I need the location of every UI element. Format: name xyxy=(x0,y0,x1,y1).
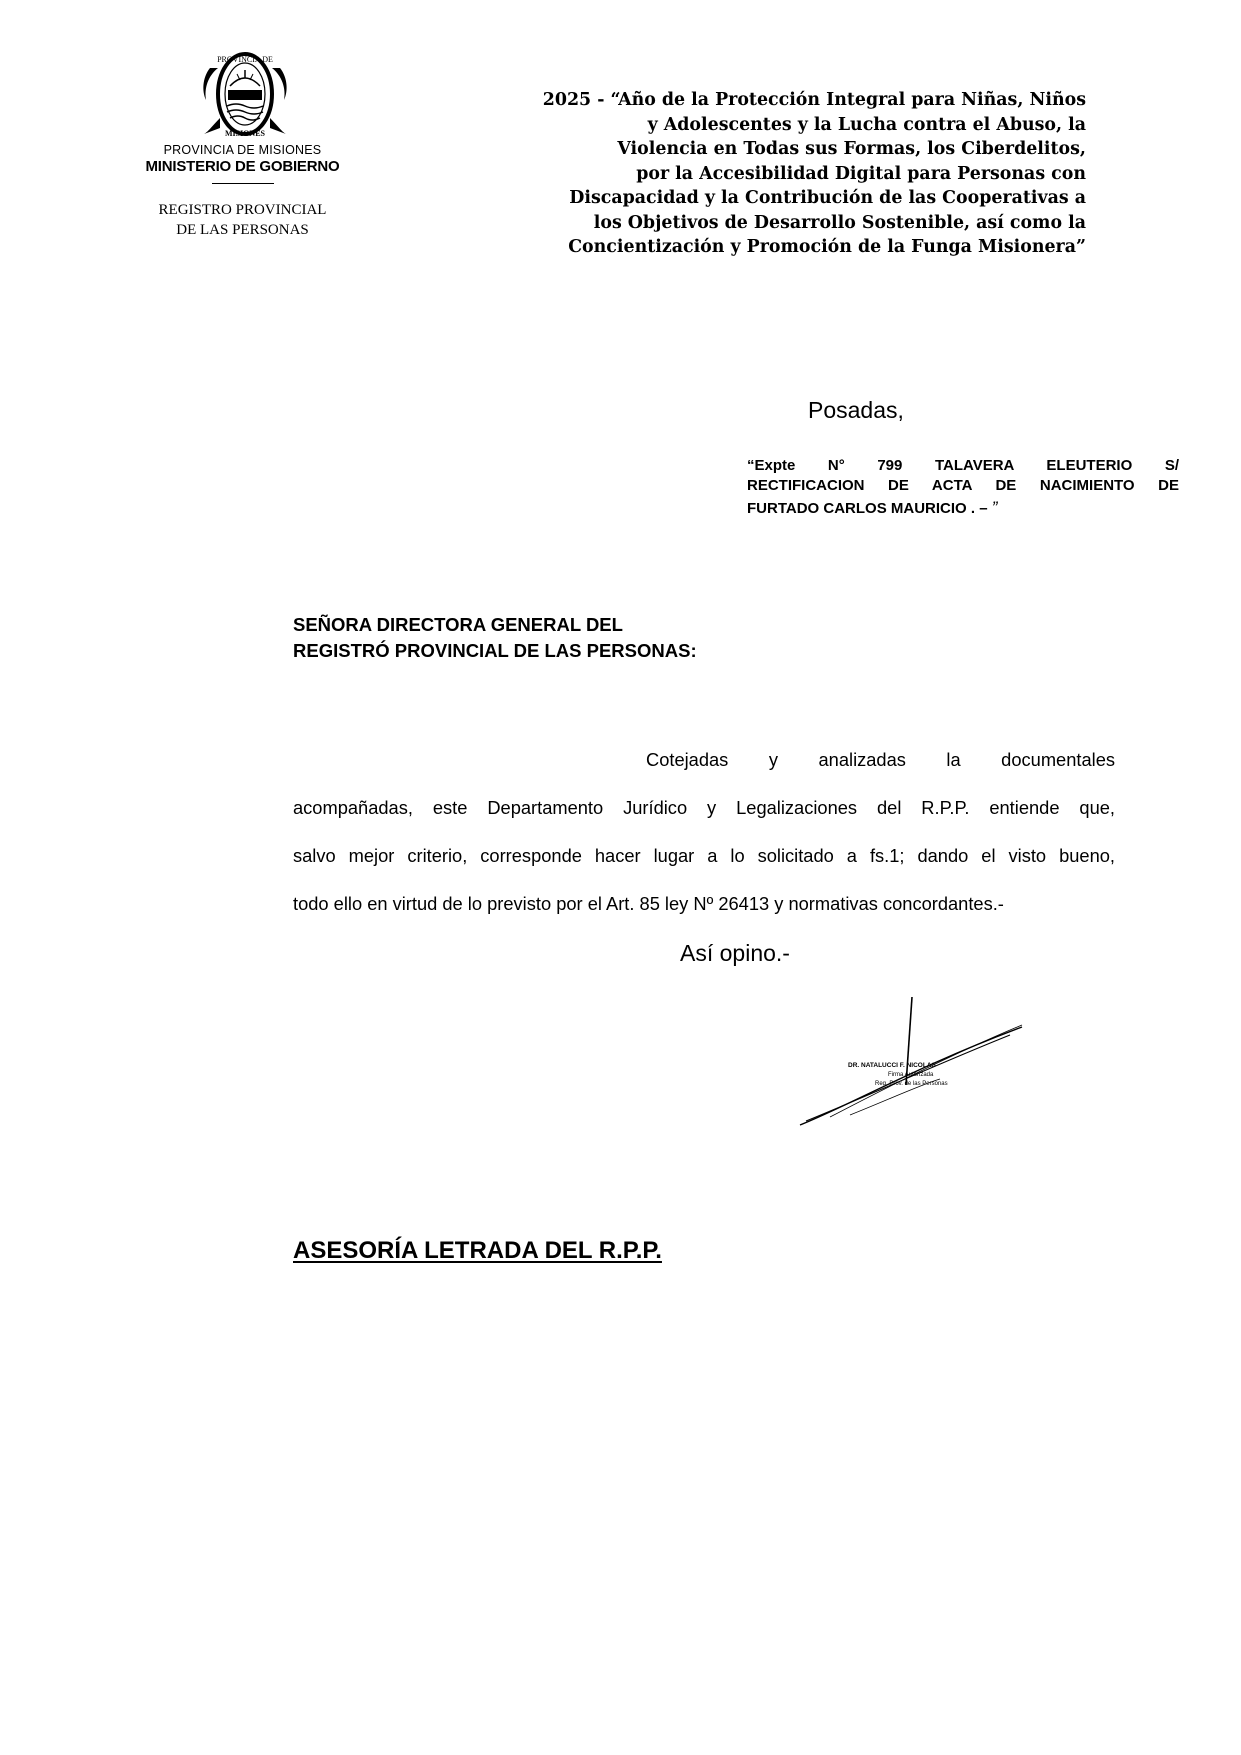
body-line-3: salvo mejor criterio, corresponde hacer lugar a lo solicitado a fs.1; dando el visto bueno, xyxy=(293,845,1115,866)
body-line-2: acompañadas, este Departamento Jurídico y Legalizaciones del R.P.P. entiende que, xyxy=(293,797,1115,818)
motto-line: y Adolescentes y la Lucha contra el Abuso, la xyxy=(647,114,1086,135)
case-line-3 xyxy=(747,498,1179,519)
body-line-1: Cotejadas y analizadas la documentales xyxy=(646,749,1115,770)
case-line-1: “Expte N° 799 TALAVERA ELEUTERIO S/ xyxy=(747,457,1179,474)
addressee-line-1: SEÑORA DIRECTORA GENERAL DEL xyxy=(293,614,623,635)
stamp-line-3: Reg. Prov. de las Personas xyxy=(875,1081,948,1087)
office-heading: ASESORÍA LETRADA DEL R.P.P. xyxy=(293,1237,662,1264)
ministry-rule xyxy=(212,183,274,184)
motto-line: Concientización y Promoción de la Funga Misionera” xyxy=(568,237,1086,257)
motto-line: Discapacidad y la Contribución de las Cooperativas a xyxy=(569,188,1086,208)
case-closing-quote: ” xyxy=(991,498,998,517)
seal-bottom-text: MISIONES xyxy=(224,129,266,138)
body-text xyxy=(293,748,1115,940)
stamp-line-2: Firma Autorizada xyxy=(888,1072,934,1078)
case-line-3-text: FURTADO CARLOS MAURICIO . – xyxy=(747,500,988,517)
handwritten-signature xyxy=(790,995,1030,1135)
case-reference xyxy=(747,456,1179,519)
body-line-4: todo ello en virtud de lo previsto por el Art. 85 ley Nº 26413 y normativas concordantes.- xyxy=(293,893,1004,914)
motto-line: por la Accesibilidad Digital para Personas con xyxy=(636,163,1086,184)
motto-line: los Objetivos de Desarrollo Sostenible, así como la xyxy=(593,212,1086,233)
motto-line: 2025 - “Año de la Protección Integral para Niñas, Niños xyxy=(542,90,1086,110)
addressee xyxy=(293,612,697,664)
seal-top-text: PROVINCIA DE xyxy=(217,55,273,64)
case-line-2: RECTIFICACION DE ACTA DE NACIMIENTO DE xyxy=(747,476,1179,494)
registry-line-2: DE LAS PERSONAS xyxy=(176,222,309,238)
coat-of-arms-seal xyxy=(190,48,300,140)
closing-phrase: Así opino.- xyxy=(680,940,790,966)
motto-line: Violencia en Todas sus Formas, los Ciberdelitos, xyxy=(617,139,1086,159)
place-date: Posadas, xyxy=(808,397,904,423)
addressee-line-2: REGISTRÓ PROVINCIAL DE LAS PERSONAS: xyxy=(293,640,697,661)
stamp-line-1: DR. NATALUCCI F. NICOLAS xyxy=(848,1062,936,1069)
province-line: PROVINCIA DE MISIONES xyxy=(163,143,322,157)
year-motto xyxy=(386,88,1086,260)
ministry-line: MINISTERIO DE GOBIERNO xyxy=(145,158,340,175)
registry-line-1: REGISTRO PROVINCIAL xyxy=(158,202,327,218)
